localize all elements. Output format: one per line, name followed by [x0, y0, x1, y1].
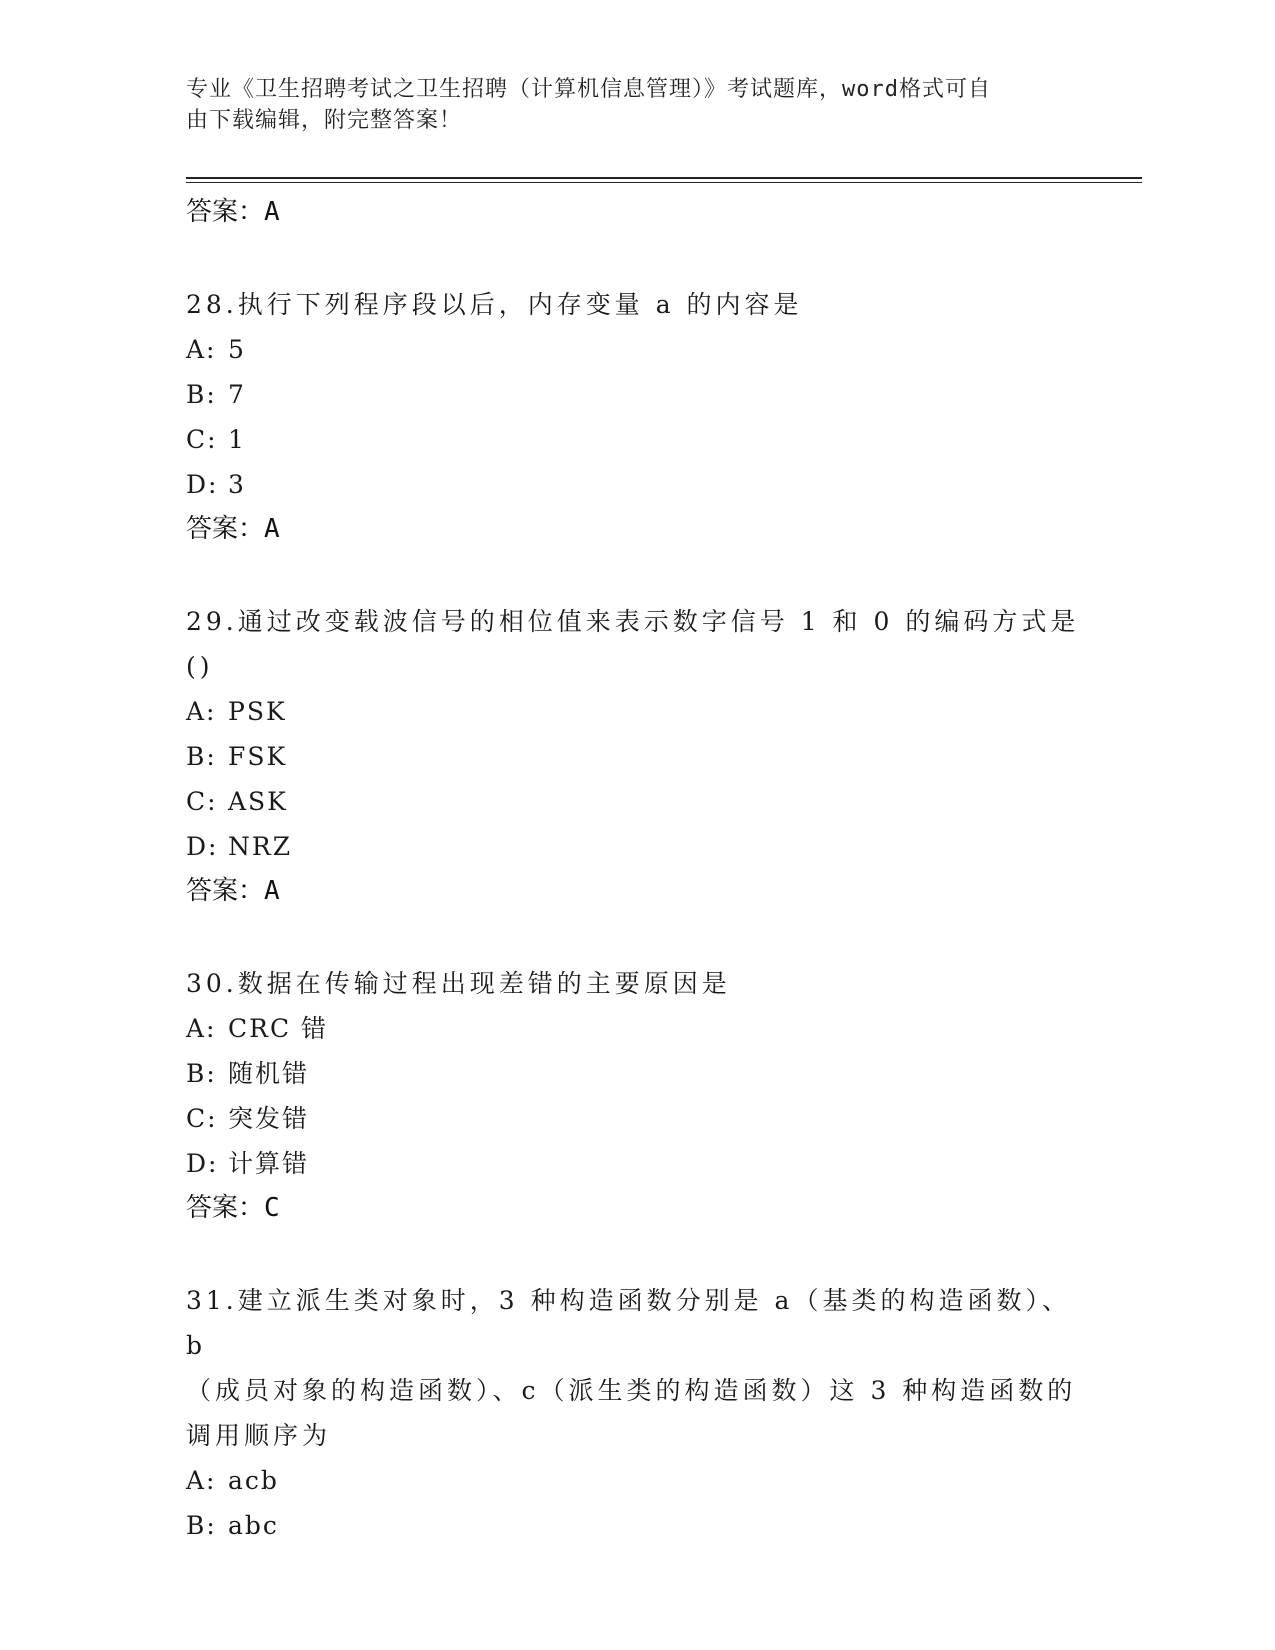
question-text-line: （成员对象的构造函数）、c（派生类的构造函数）这 3 种构造函数的: [186, 1376, 1077, 1405]
option-d: [186, 824, 1086, 869]
option-key: A:: [186, 335, 217, 364]
option-text: 突发错: [228, 1104, 310, 1133]
option-text: NRZ: [228, 832, 293, 861]
answer-line: [186, 507, 1086, 551]
answer-value: C: [264, 1193, 282, 1223]
option-d: [186, 1141, 1086, 1186]
option-key: D:: [186, 1149, 219, 1178]
answer-value: A: [264, 876, 282, 906]
question-list: [186, 190, 1086, 1548]
option-key: B:: [186, 742, 217, 771]
option-b: [186, 1503, 1086, 1548]
spacer: [186, 234, 1086, 282]
answer-label: 答案：: [186, 1193, 265, 1223]
question-text: 28.执行下列程序段以后，内存变量 a 的内容是: [186, 290, 803, 319]
option-text: abc: [228, 1511, 279, 1540]
option-text: acb: [228, 1466, 279, 1495]
option-key: C:: [186, 787, 218, 816]
question-text-line: 调用顺序为: [186, 1421, 332, 1450]
option-text: 7: [228, 380, 246, 409]
answer-line: [186, 1186, 1086, 1230]
option-d: [186, 462, 1086, 507]
option-a: [186, 327, 1086, 372]
spacer: [186, 1230, 1086, 1278]
answer-value: A: [264, 514, 282, 544]
question-text: 29.通过改变载波信号的相位值来表示数字信号 1 和 0 的编码方式是(): [186, 607, 1080, 681]
option-key: D:: [186, 470, 219, 499]
option-c: [186, 779, 1086, 824]
header-rule-thick: [186, 177, 1142, 179]
answer-label: 答案：: [186, 876, 265, 906]
option-a: [186, 1458, 1086, 1503]
header-line-1: 专业《卫生招聘考试之卫生招聘（计算机信息管理）》考试题库，word格式可自: [186, 77, 991, 102]
option-text: 5: [228, 335, 246, 364]
option-key: D:: [186, 832, 219, 861]
header-rule-thin: [186, 182, 1142, 183]
option-key: C:: [186, 1104, 218, 1133]
answer-line: [186, 190, 1086, 234]
option-key: A:: [186, 1466, 217, 1495]
option-c: [186, 1096, 1086, 1141]
spacer: [186, 551, 1086, 599]
answer-label: 答案：: [186, 514, 265, 544]
option-key: C:: [186, 425, 218, 454]
option-key: A:: [186, 697, 217, 726]
option-text: CRC 错: [228, 1014, 329, 1043]
option-b: [186, 734, 1086, 779]
option-text: 3: [228, 470, 246, 499]
option-a: [186, 689, 1086, 734]
answer-value: A: [264, 197, 282, 227]
option-text: FSK: [228, 742, 288, 771]
option-text: 随机错: [228, 1059, 310, 1088]
option-c: [186, 417, 1086, 462]
option-key: A:: [186, 1014, 217, 1043]
option-key: B:: [186, 1511, 217, 1540]
question-text-line: 31.建立派生类对象时，3 种构造函数分别是 a（基类的构造函数）、b: [186, 1286, 1071, 1360]
option-text: 计算错: [228, 1149, 310, 1178]
option-text: ASK: [228, 787, 288, 816]
option-key: B:: [186, 380, 217, 409]
document-header: [186, 74, 1066, 136]
question-text: 30.数据在传输过程出现差错的主要原因是: [186, 969, 731, 998]
option-key: B:: [186, 1059, 217, 1088]
option-b: [186, 372, 1086, 417]
option-a: [186, 1006, 1086, 1051]
answer-line: [186, 869, 1086, 913]
spacer: [186, 913, 1086, 961]
option-b: [186, 1051, 1086, 1096]
option-text: 1: [228, 425, 246, 454]
answer-label: 答案：: [186, 197, 265, 227]
option-text: PSK: [228, 697, 287, 726]
header-line-2: 由下载编辑，附完整答案！: [186, 108, 463, 133]
